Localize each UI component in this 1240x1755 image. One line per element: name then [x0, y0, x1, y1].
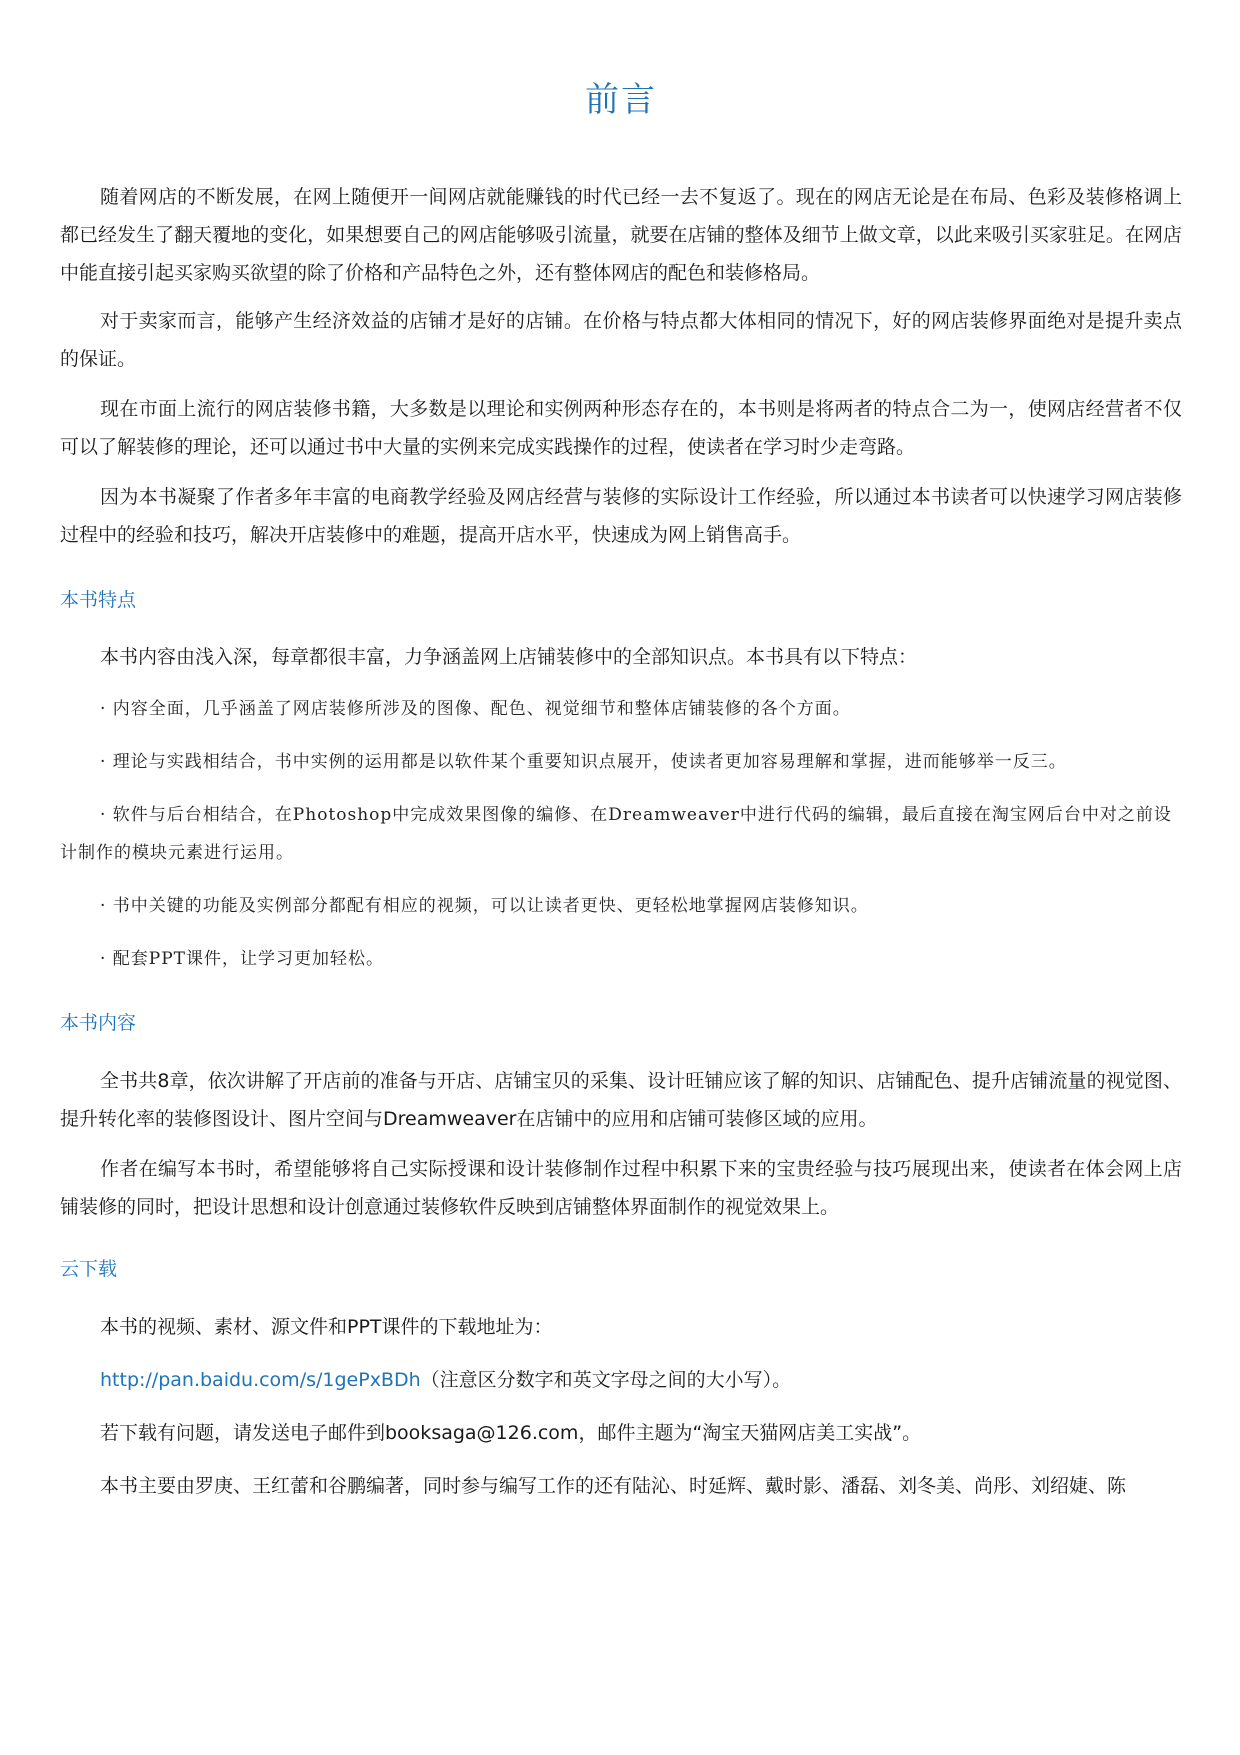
feature-item: · 配套PPT课件，让学习更加轻松。 — [100, 949, 385, 969]
page-title: 前言 — [585, 80, 657, 120]
feature-item: · 软件与后台相结合，在Photoshop中完成效果图像的编修、在Dreamweaver中进行代码的编辑，最后直接在淘宝网后台中对之前设计制作的模块元素进行运用。 — [60, 805, 1172, 863]
download-link-note: （注意区分数字和英文字母之间的大小写）。 — [420, 1369, 792, 1391]
section-heading-contents: 本书内容 — [60, 1012, 137, 1034]
intro-paragraph-3: 现在市面上流行的网店装修书籍，大多数是以理论和实例两种形态存在的，本书则是将两者的特点合二为一，使网店经营者不仅可以了解装修的理论，还可以通过书中大量的实例来完成实践操作的过程，使读者在学习时少走弯路。 — [60, 398, 1182, 458]
download-link[interactable]: http://pan.baidu.com/s/1gePxBDh — [100, 1369, 421, 1391]
download-contact: 若下载有问题，请发送电子邮件到booksaga@126.com，邮件主题为“淘宝天猫网店美工实战”。 — [100, 1422, 922, 1444]
contents-paragraph-1: 全书共8章，依次讲解了开店前的准备与开店、店铺宝贝的采集、设计旺铺应该了解的知识、店铺配色、提升店铺流量的视觉图、提升转化率的装修图设计、图片空间与Dreamweaver在店铺中的应用和店铺可装修区域的应用。 — [60, 1070, 1182, 1130]
intro-paragraph-1: 随着网店的不断发展，在网上随便开一间网店就能赚钱的时代已经一去不复返了。现在的网店无论是在布局、色彩及装修格调上都已经发生了翻天覆地的变化，如果想要自己的网店能够吸引流量，就要在店铺的整体及细节上做文章，以此来吸引买家驻足。在网店中能直接引起买家购买欲望的除了价格和产品特色之外，还有整体网店的配色和装修格局。 — [60, 186, 1182, 284]
feature-item: · 书中关键的功能及实例部分都配有相应的视频，可以让读者更快、更轻松地掌握网店装修知识。 — [100, 896, 869, 916]
contents-paragraph-2: 作者在编写本书时，希望能够将自己实际授课和设计装修制作过程中积累下来的宝贵经验与技巧展现出来，使读者在体会网上店铺装修的同时，把设计思想和设计创意通过装修软件反映到店铺整体界面制作的视觉效果上。 — [60, 1158, 1182, 1218]
features-lead: 本书内容由浅入深，每章都很丰富，力争涵盖网上店铺装修中的全部知识点。本书具有以下特点： — [100, 646, 918, 668]
download-link-line — [60, 1361, 1182, 1399]
intro-paragraph-4: 因为本书凝聚了作者多年丰富的电商教学经验及网店经营与装修的实际设计工作经验，所以通过本书读者可以快速学习网店装修过程中的经验和技巧，解决开店装修中的难题，提高开店水平，快速成为网上销售高手。 — [60, 486, 1182, 546]
authors-paragraph: 本书主要由罗庚、王红蕾和谷鹏编著，同时参与编写工作的还有陆沁、时延辉、戴时影、潘磊、刘冬美、尚彤、刘绍婕、陈 — [100, 1475, 1127, 1497]
feature-item: · 内容全面，几乎涵盖了网店装修所涉及的图像、配色、视觉细节和整体店铺装修的各个方面。 — [100, 699, 851, 719]
intro-paragraph-2: 对于卖家而言，能够产生经济效益的店铺才是好的店铺。在价格与特点都大体相同的情况下，好的网店装修界面绝对是提升卖点的保证。 — [60, 310, 1182, 370]
download-lead: 本书的视频、素材、源文件和PPT课件的下载地址为： — [100, 1316, 553, 1338]
section-heading-download: 云下载 — [60, 1258, 118, 1280]
feature-item: · 理论与实践相结合，书中实例的运用都是以软件某个重要知识点展开，使读者更加容易理解和掌握，进而能够举一反三。 — [100, 752, 1067, 772]
section-heading-features: 本书特点 — [60, 589, 137, 611]
